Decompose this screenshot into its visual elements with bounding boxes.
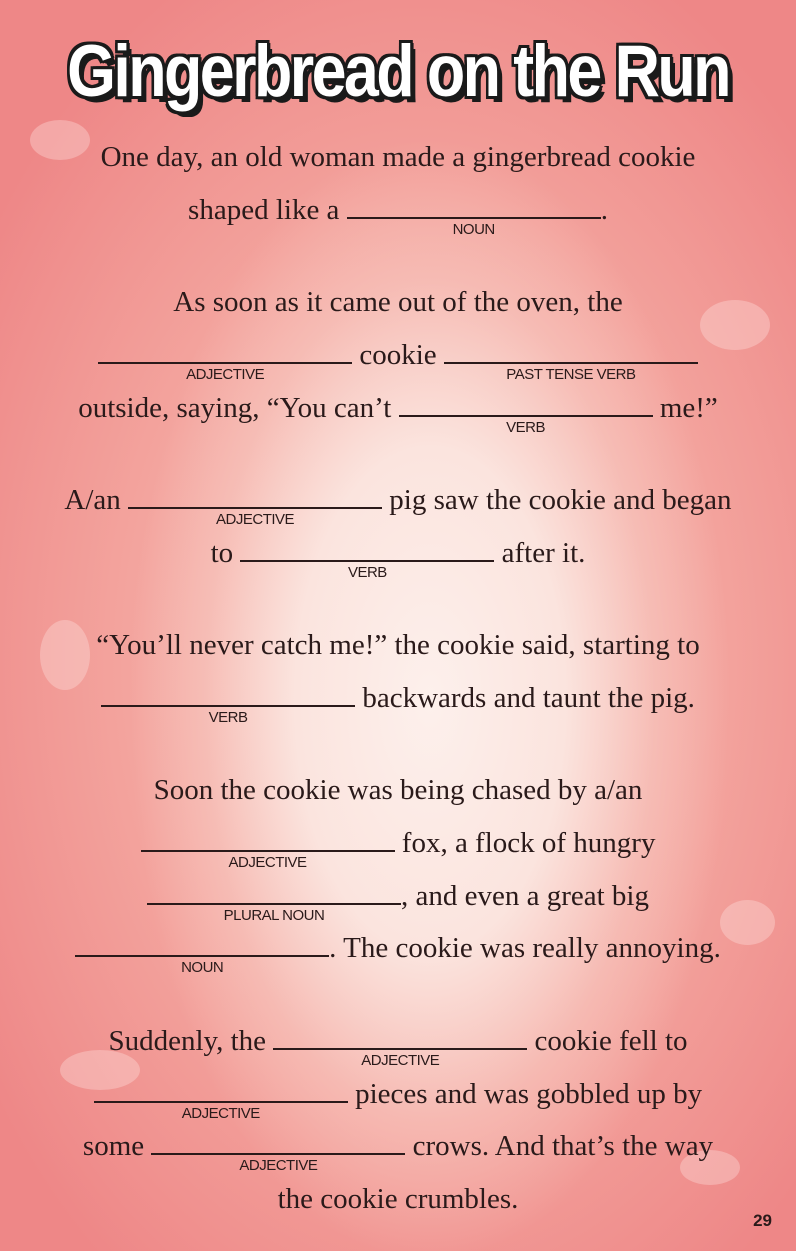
blank-label: PAST TENSE VERB xyxy=(506,366,636,383)
line-text: cookie fell to xyxy=(527,1025,688,1057)
story-line-12 xyxy=(0,879,796,924)
blank-adjective[interactable] xyxy=(94,1077,348,1122)
story-line-9 xyxy=(0,681,796,726)
blank-adjective[interactable] xyxy=(273,1024,527,1069)
line-text: to xyxy=(210,537,241,569)
line-text: shaped like a xyxy=(188,194,347,226)
story-line-1: One day, an old woman made a gingerbread cookie xyxy=(100,141,696,173)
blank-plural-noun[interactable] xyxy=(147,879,401,924)
line-text: me!” xyxy=(652,392,718,424)
story-line-13 xyxy=(0,931,796,976)
blank-label: NOUN xyxy=(181,959,224,976)
line-text: crows. And that’s the way xyxy=(405,1130,714,1162)
line-text: some xyxy=(82,1130,152,1162)
blank-verb[interactable] xyxy=(101,681,355,726)
blank-verb[interactable] xyxy=(240,536,494,581)
story-line-4 xyxy=(0,338,796,383)
story-line-14 xyxy=(0,1024,796,1069)
page-title: Gingerbread on the Run xyxy=(67,31,729,112)
line-text: fox, a flock of hungry xyxy=(394,827,656,859)
blank-label: ADJECTIVE xyxy=(239,1157,318,1174)
story-line-11 xyxy=(0,826,796,871)
story-line-16 xyxy=(0,1129,796,1174)
line-text: Suddenly, the xyxy=(108,1025,274,1057)
line-text: cookie xyxy=(352,339,444,371)
story-line-17: the cookie crumbles. xyxy=(277,1183,519,1215)
line-text: backwards and taunt the pig. xyxy=(355,682,695,714)
line-text: pieces and was gobbled up by xyxy=(347,1078,703,1110)
blank-label: VERB xyxy=(208,709,248,726)
blank-label: ADJECTIVE xyxy=(216,511,295,528)
blank-label: PLURAL NOUN xyxy=(223,907,325,924)
line-text: pig saw the cookie and began xyxy=(382,484,732,516)
blank-adjective[interactable] xyxy=(98,338,352,383)
blank-noun[interactable] xyxy=(347,193,601,238)
line-text: . xyxy=(600,194,608,226)
blank-adjective[interactable] xyxy=(128,483,382,528)
blank-label: VERB xyxy=(347,564,387,581)
story-line-10: Soon the cookie was being chased by a/an xyxy=(153,774,643,806)
story-line-3: As soon as it came out of the oven, the xyxy=(173,286,623,318)
story-line-2 xyxy=(0,193,796,238)
blank-adjective[interactable] xyxy=(141,826,395,871)
blank-past-tense-verb[interactable] xyxy=(444,338,698,383)
line-text: outside, saying, “You can’t xyxy=(78,392,399,424)
line-text: after it. xyxy=(494,537,586,569)
story-line-7 xyxy=(0,536,796,581)
story-line-5 xyxy=(0,391,796,436)
blank-adjective[interactable] xyxy=(151,1129,405,1174)
page-number: 29 xyxy=(753,1211,772,1230)
story-line-6 xyxy=(0,483,796,528)
story-line-8: “You’ll never catch me!” the cookie said, starting to xyxy=(96,629,700,661)
blank-label: ADJECTIVE xyxy=(361,1052,440,1069)
story-line-15 xyxy=(0,1077,796,1122)
blank-label: NOUN xyxy=(452,221,495,238)
blank-verb[interactable] xyxy=(399,391,653,436)
line-text: , and even a great big xyxy=(400,880,649,912)
blank-label: ADJECTIVE xyxy=(181,1105,260,1122)
blank-label: ADJECTIVE xyxy=(186,366,265,383)
blank-noun[interactable] xyxy=(75,931,329,976)
line-text: . The cookie was really annoying. xyxy=(329,932,721,964)
blank-label: ADJECTIVE xyxy=(228,854,307,871)
line-text: A/an xyxy=(64,484,129,516)
blank-label: VERB xyxy=(506,419,545,436)
